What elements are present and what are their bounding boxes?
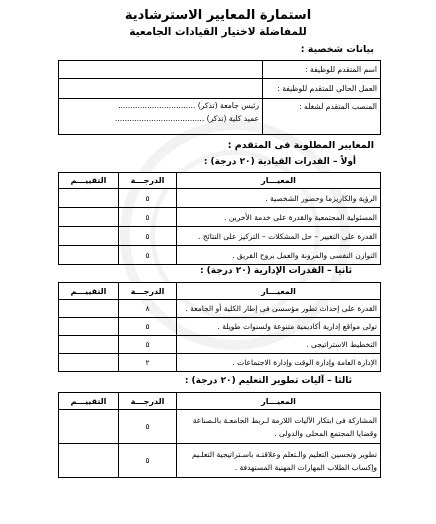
- degree-cell: ٨: [119, 300, 177, 318]
- form-title: استمارة المعايير الاسترشادية: [124, 8, 312, 23]
- form-subtitle: للمفاضلة لاختيار القيادات الجامعية: [129, 26, 307, 38]
- degree-cell: ٥: [119, 336, 177, 354]
- criterion-header: المعيـــار: [177, 393, 381, 410]
- evaluation-cell[interactable]: [59, 354, 119, 372]
- criterion-cell: الإدارة العامة وإدارة الوقت وإدارة الاجتماعات .: [177, 354, 381, 372]
- evaluation-header: التقييـــم: [59, 393, 119, 410]
- criterion-cell: التخطيط الاستراتيجى .: [177, 336, 381, 354]
- degree-cell: ٥: [119, 410, 177, 444]
- degree-cell: ٥: [119, 227, 177, 246]
- evaluation-cell[interactable]: [59, 410, 119, 444]
- evaluation-cell[interactable]: [59, 189, 119, 208]
- evaluation-cell[interactable]: [59, 444, 119, 478]
- evaluation-cell[interactable]: [59, 318, 119, 336]
- personal-data-table: [58, 60, 381, 135]
- criterion-cell: التوازن النفسى والمرونة والعمل بروح الفريق .: [177, 246, 381, 265]
- degree-header: الدرجـــة: [119, 283, 177, 300]
- personal-data-heading: بيانات شخصية :: [300, 44, 374, 55]
- evaluation-cell[interactable]: [59, 336, 119, 354]
- section-2-title: ثانيا – القدرات الإدارية (٢٠ درجة) :: [199, 266, 352, 276]
- criterion-cell: [177, 444, 381, 478]
- criterion-cell: الرؤية والكاريزما وحضور الشخصية .: [177, 189, 381, 208]
- evaluation-cell[interactable]: [59, 246, 119, 265]
- criterion-line: المشاركة فى ابتكار الآليات اللازمة لـربط الجامعـة بالـصناعة: [192, 415, 377, 425]
- section-3-title: ثالثا – آليات تطوير التعليم (٢٠ درجة) :: [184, 376, 352, 386]
- section-1-table: [58, 172, 381, 265]
- criteria-heading: المعايير المطلوبة فى المتقدم :: [227, 140, 374, 151]
- current-job-label: العمل الحالى للمتقدم للوظيفة :: [263, 79, 381, 99]
- criterion-line: وإكساب الطلاب المهارات المهنية المستهدفة .: [234, 462, 377, 472]
- section-2-table: [58, 282, 381, 372]
- evaluation-cell[interactable]: [59, 208, 119, 227]
- degree-cell: ٥: [119, 189, 177, 208]
- degree-header: الدرجـــة: [119, 173, 177, 189]
- degree-cell: ٥: [119, 318, 177, 336]
- name-field[interactable]: [59, 61, 263, 79]
- position-field[interactable]: [59, 99, 263, 135]
- criterion-cell: المسئولية المجتمعية والقدرة على خدمة الأخرين .: [177, 208, 381, 227]
- evaluation-header: التقييـــم: [59, 173, 119, 189]
- criterion-header: المعيـــار: [177, 283, 381, 300]
- current-job-field[interactable]: [59, 79, 263, 99]
- section-3-table: [58, 392, 381, 478]
- position-label: المنصب المتقدم لشغله :: [263, 99, 381, 135]
- criterion-cell: تولى مواقع إدارية أكاديمية متنوعة ولسنوات طويلة .: [177, 318, 381, 336]
- degree-cell: ٥: [119, 246, 177, 265]
- criterion-cell: القدرة على إحداث تطور مؤسسى فى إطار الكلية أو الجامعة .: [177, 300, 381, 318]
- degree-cell: ٥: [119, 208, 177, 227]
- evaluation-header: التقييـــم: [59, 283, 119, 300]
- option-college-dean: عميد كلية (تذكر) .....................................: [114, 114, 259, 123]
- degree-header: الدرجـــة: [119, 393, 177, 410]
- criterion-cell: القدرة على التغيير – حل المشكلات – التركيز على النتائج .: [177, 227, 381, 246]
- evaluation-cell[interactable]: [59, 227, 119, 246]
- degree-cell: ٥: [119, 444, 177, 478]
- evaluation-cell[interactable]: [59, 300, 119, 318]
- criterion-header: المعيـــار: [177, 173, 381, 189]
- section-1-title: أولاً – القدرات القيادية (٢٠ درجة) :: [203, 157, 356, 167]
- criterion-line: تطوير وتحسين التعليم والـتعلم وعلاقتـه باسـتراتيجية التعلـيم: [191, 449, 377, 459]
- criterion-line: وقضايا المجتمع المحلى والدولى .: [274, 428, 377, 438]
- option-university-president: رئيس جامعة (تذكر) ................................: [118, 101, 259, 110]
- name-label: اسم المتقدم للوظيفة :: [263, 61, 381, 79]
- criterion-cell: [177, 410, 381, 444]
- degree-cell: ٢: [119, 354, 177, 372]
